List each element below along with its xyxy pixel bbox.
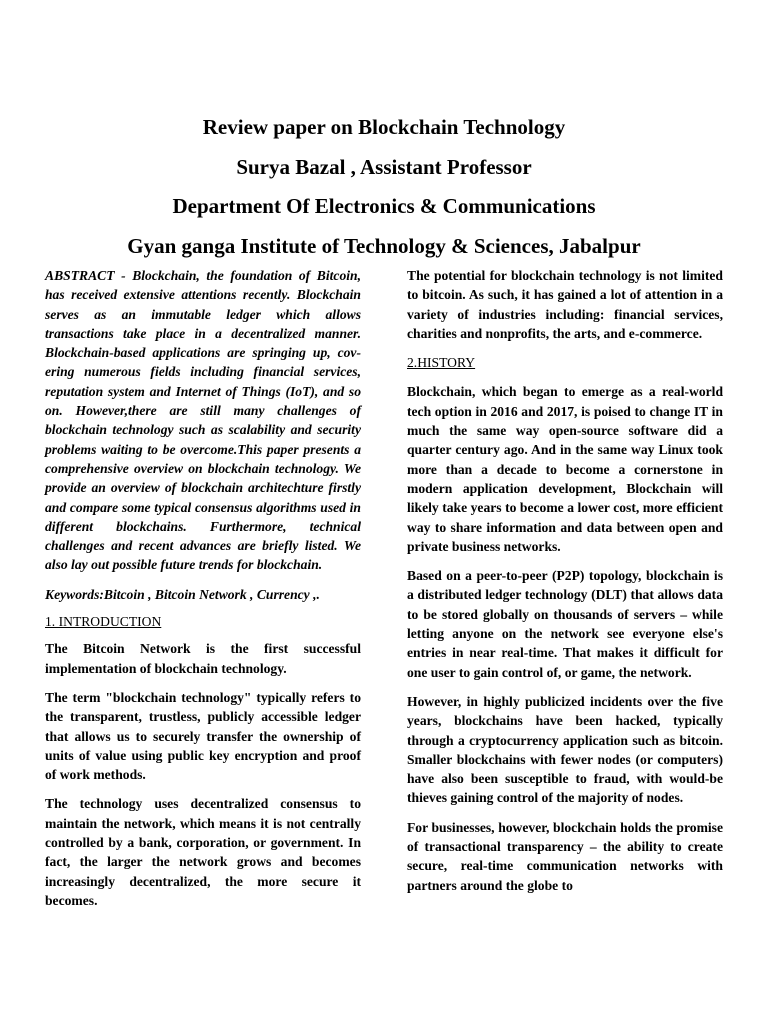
intro-paragraph-3: The technology uses decentralized consensus to maintain the network, which means it is not centrally controlled by a bank, corporation, or government. In fact, the larger the network grows and becomes increasingly decentralized, the more secure it becomes.	[45, 796, 361, 908]
history-paragraph-3: However, in highly publicized incidents over the five years, blockchains have been hacked, typically through a cryptocurrency application such as bitcoin. Smaller blockchains with fewer nodes (or computers) have also been susceptible to fraud, with would-be thieves gaining control of the majority of nodes.	[407, 693, 723, 806]
introduction-heading: 1. INTRODUCTION	[45, 614, 162, 630]
paper-title: Review paper on Blockchain Technology	[202, 115, 566, 139]
institute-line: Gyan ganga Institute of Technology & Sciences, Jabalpur	[127, 233, 641, 258]
potential-paragraph: The potential for blockchain technology is not limited to bitcoin. As such, it has gained a lot of attention in a variety of industries including: financial services, charities and nonprofits, the arts, and e-commerce.	[407, 268, 723, 341]
left-column	[45, 266, 361, 920]
abstract: ABSTRACT - Blockchain, the foundation of Bitcoin, has received extensive attentions recently. Blockchain serves as an immutable ledger which allows transactions take place in a decentralized manner. Blockchain-based applications are springing up, cov-ering numerous fields including financial services, reputation system and Internet of Things (IoT), and so on. However,there are still many challenges of blockchain technology such as scalability and security problems waiting to be overcome.This paper presents a comprehensive overview on blockchain technology. We provide an overview of blockchain architechture firstly and compare some typical consensus algorithms used in different blockchains. Furthermore, technical challenges and recent advances are briefly listed. We also lay out possible future trends for blockchain.	[45, 268, 361, 573]
keywords: Keywords:Bitcoin , Bitcoin Network , Currency ,.	[45, 586, 320, 602]
intro-paragraph-1: The Bitcoin Network is the first successful implementation of blockchain technology.	[45, 641, 361, 676]
history-paragraph-1: Blockchain, which began to emerge as a real-world tech option in 2016 and 2017, is poised to change IT in much the same way open-source software did a quarter century ago. And in the same way Linux took more than a decade to become a cornerstone in modern application development, Blockchain will likely take years to become a lower cost, more efficient way to share information and data between open and private business networks.	[407, 384, 723, 554]
intro-paragraph-2: The term "blockchain technology" typically refers to the transparent, trustless, publicly accessible ledger that allows us to securely transfer the ownership of units of value using public key encryption and proof of work methods.	[45, 689, 361, 783]
history-paragraph-4: For businesses, however, blockchain holds the promise of transactional transparency – the ability to create secure, real-time communication networks with partners around the globe to	[407, 819, 723, 893]
history-paragraph-2: Based on a peer-to-peer (P2P) topology, blockchain is a distributed ledger technology (DLT) that allows data to be stored globally on thousands of servers – while letting anyone on the network see everyone else's entries in near real-time. That makes it difficult for one user to gain control of, or game, the network.	[407, 568, 723, 680]
title-block	[0, 108, 768, 266]
history-heading: 2.HISTORY	[407, 355, 476, 371]
right-column	[407, 266, 723, 905]
author-line: Surya Bazal , Assistant Professor	[236, 154, 532, 179]
department-line: Department Of Electronics & Communications	[172, 194, 596, 218]
